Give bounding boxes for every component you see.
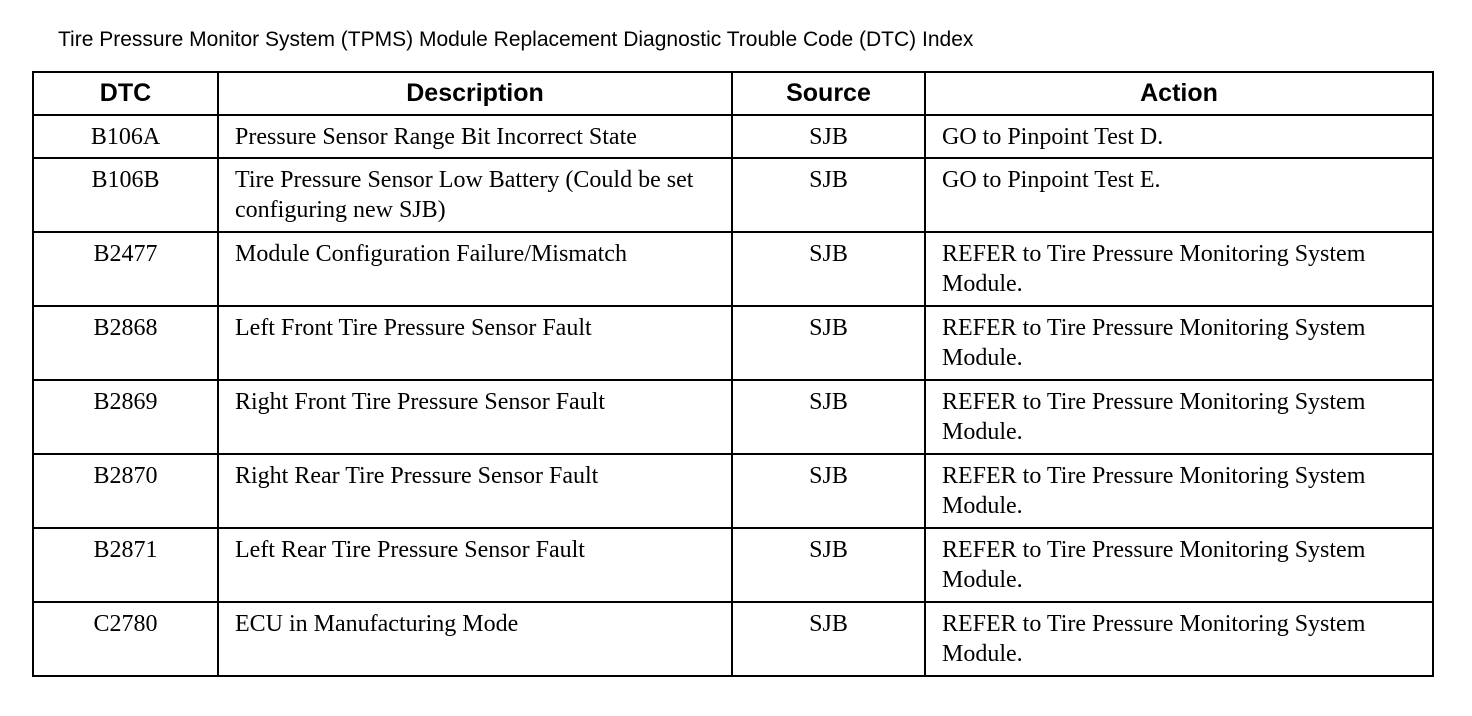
header-description: Description: [218, 72, 732, 115]
description-cell: [218, 454, 732, 528]
dtc-code-cell: [33, 454, 218, 528]
source-cell: [732, 158, 925, 232]
dtc-code: B106B: [91, 167, 160, 193]
action-text: GO to Pinpoint Test E.: [942, 167, 1161, 193]
table-row: [33, 602, 1433, 676]
description-text: Tire Pressure Sensor Low Battery (Could be set configuring new SJB): [235, 167, 694, 223]
action-text: REFER to Tire Pressure Monitoring System Module.: [942, 611, 1366, 667]
dtc-code-cell: [33, 306, 218, 380]
source-cell: [732, 306, 925, 380]
action-cell: [925, 528, 1433, 602]
action-cell: [925, 602, 1433, 676]
header-action: Action: [925, 72, 1433, 115]
dtc-code-cell: [33, 380, 218, 454]
dtc-code: B2871: [93, 537, 158, 563]
dtc-code-cell: [33, 158, 218, 232]
action-cell: [925, 306, 1433, 380]
table-row: [33, 232, 1433, 306]
source-cell: [732, 602, 925, 676]
header-source: Source: [732, 72, 925, 115]
source-text: SJB: [809, 389, 848, 415]
dtc-code: B2477: [93, 241, 158, 267]
dtc-code: B2869: [93, 389, 158, 415]
action-text: REFER to Tire Pressure Monitoring System Module.: [942, 241, 1366, 297]
table-row: [33, 158, 1433, 232]
source-text: SJB: [809, 463, 848, 489]
description-text: ECU in Manufacturing Mode: [235, 611, 519, 637]
action-cell: [925, 380, 1433, 454]
description-text: Right Rear Tire Pressure Sensor Fault: [235, 463, 599, 489]
source-text: SJB: [809, 537, 848, 563]
table-row: [33, 528, 1433, 602]
source-text: SJB: [809, 611, 848, 637]
action-text: REFER to Tire Pressure Monitoring System Module.: [942, 463, 1366, 519]
dtc-code-cell: [33, 115, 218, 158]
action-cell: [925, 454, 1433, 528]
action-cell: [925, 115, 1433, 158]
dtc-code: B2870: [93, 463, 158, 489]
action-text: REFER to Tire Pressure Monitoring System Module.: [942, 315, 1366, 371]
source-cell: [732, 232, 925, 306]
dtc-code: C2780: [93, 611, 158, 637]
source-text: SJB: [809, 124, 848, 150]
description-text: Right Front Tire Pressure Sensor Fault: [235, 389, 606, 415]
document-title: Tire Pressure Monitor System (TPMS) Module Replacement Diagnostic Trouble Code (DTC) Index: [58, 28, 974, 51]
dtc-code-cell: [33, 232, 218, 306]
table-row: [33, 115, 1433, 158]
description-cell: [218, 115, 732, 158]
source-text: SJB: [809, 315, 848, 341]
table-header-row: [33, 72, 1433, 115]
source-cell: [732, 454, 925, 528]
description-text: Module Configuration Failure/Mismatch: [235, 241, 627, 267]
description-cell: [218, 380, 732, 454]
dtc-code-cell: [33, 528, 218, 602]
source-cell: [732, 528, 925, 602]
dtc-index-table: [32, 71, 1434, 677]
source-text: SJB: [809, 167, 848, 193]
description-text: Left Rear Tire Pressure Sensor Fault: [235, 537, 585, 563]
description-text: Left Front Tire Pressure Sensor Fault: [235, 315, 592, 341]
source-text: SJB: [809, 241, 848, 267]
description-cell: [218, 306, 732, 380]
source-cell: [732, 380, 925, 454]
dtc-code-cell: [33, 602, 218, 676]
action-text: REFER to Tire Pressure Monitoring System Module.: [942, 537, 1366, 593]
table-row: [33, 454, 1433, 528]
header-dtc: DTC: [33, 72, 218, 115]
description-cell: [218, 232, 732, 306]
source-cell: [732, 115, 925, 158]
action-cell: [925, 158, 1433, 232]
dtc-code: B2868: [93, 315, 158, 341]
action-text: REFER to Tire Pressure Monitoring System Module.: [942, 389, 1366, 445]
description-cell: [218, 528, 732, 602]
action-text: GO to Pinpoint Test D.: [942, 124, 1164, 150]
table-row: [33, 306, 1433, 380]
action-cell: [925, 232, 1433, 306]
table-row: [33, 380, 1433, 454]
description-cell: [218, 158, 732, 232]
dtc-code: B106A: [90, 124, 161, 150]
description-text: Pressure Sensor Range Bit Incorrect State: [235, 124, 637, 150]
description-cell: [218, 602, 732, 676]
